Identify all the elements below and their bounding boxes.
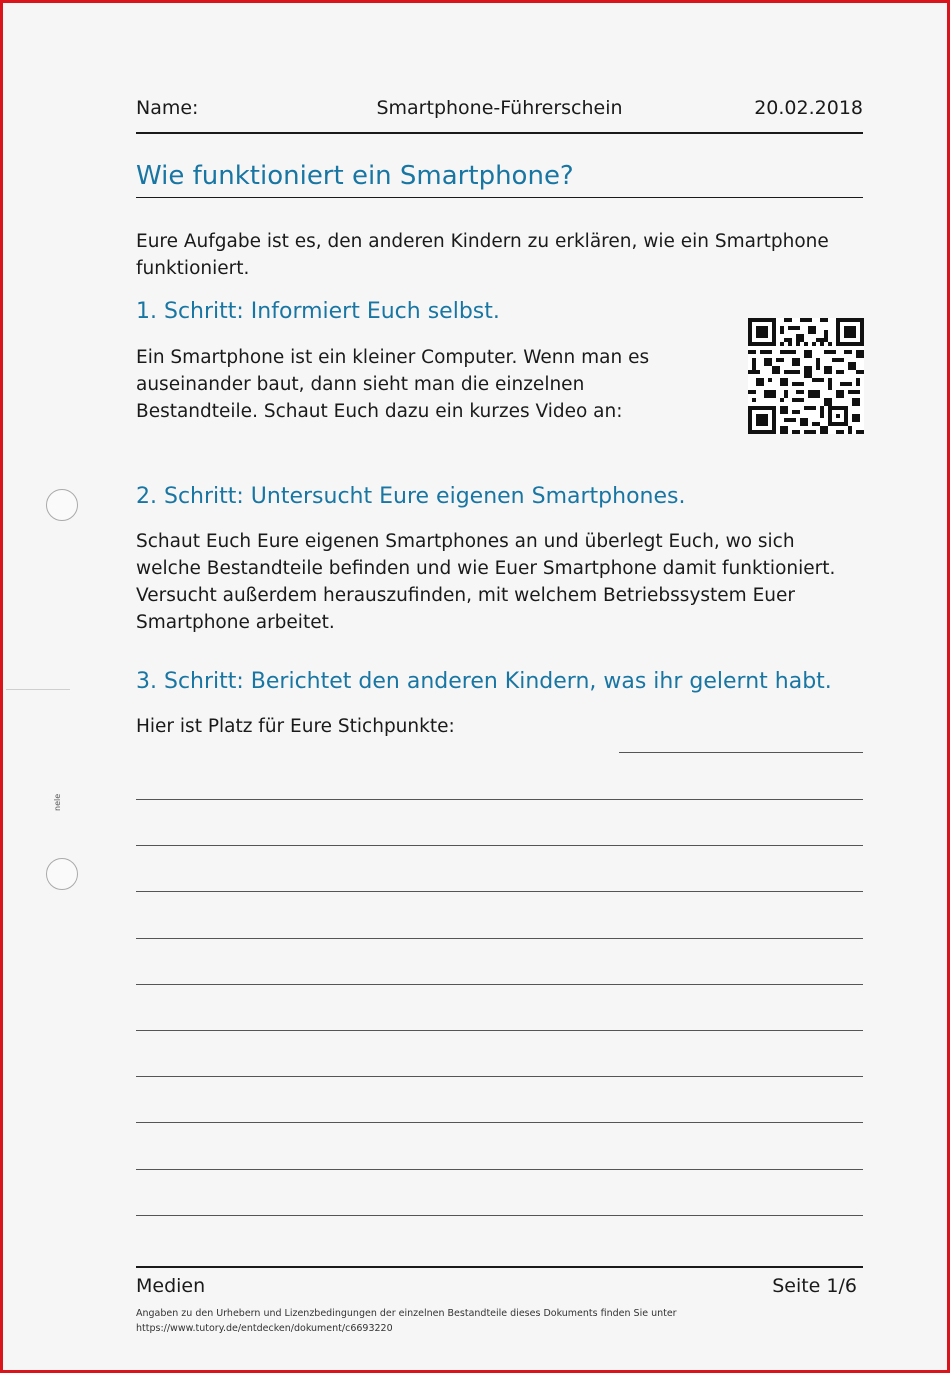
writing-line[interactable] (136, 1169, 863, 1170)
writing-line[interactable] (136, 938, 863, 939)
name-label: Name: (136, 97, 199, 119)
side-mark: nele (53, 793, 62, 811)
writing-line[interactable] (136, 891, 863, 892)
step-2-heading: 2. Schritt: Untersucht Eure eigenen Smartphones. (136, 484, 686, 509)
credits-text: Angaben zu den Urhebern und Lizenzbedingungen der einzelnen Bestandteile dieses Dokuments finden Sie unter (136, 1308, 677, 1319)
intro-text: Eure Aufgabe ist es, den anderen Kindern zu erklären, wie ein Smartphone funktioniert. (136, 231, 829, 279)
punch-hole-bottom (46, 858, 78, 890)
header-rule (136, 132, 863, 134)
page-header (136, 97, 863, 123)
writing-line[interactable] (619, 752, 863, 753)
step-3-heading: 3. Schritt: Berichtet den anderen Kindern, was ihr gelernt habt. (136, 669, 832, 694)
fold-mark (6, 689, 70, 690)
footer-credits (136, 1306, 736, 1336)
step-3-text: Hier ist Platz für Eure Stichpunkte: (136, 716, 455, 737)
step-1-heading: 1. Schritt: Informiert Euch selbst. (136, 299, 500, 324)
footer-subject: Medien (136, 1275, 206, 1297)
writing-line[interactable] (136, 984, 863, 985)
credits-link[interactable]: https://www.tutory.de/entdecken/dokument/c6693220 (136, 1323, 393, 1334)
page-title: Wie funktioniert ein Smartphone? (136, 161, 574, 191)
step-2-text: Schaut Euch Eure eigenen Smartphones an und überlegt Euch, wo sich welche Bestandteile befinden und wie Euer Smartphone damit funktioniert. Versucht außerdem herauszufinden, mit welchem Betriebssystem Euer Smartphone arbeitet. (136, 531, 836, 633)
punch-hole-top (46, 489, 78, 521)
document-date: 20.02.2018 (754, 97, 863, 119)
writing-line[interactable] (136, 1030, 863, 1031)
footer-page-number: Seite 1/6 (772, 1275, 857, 1297)
title-rule (136, 197, 863, 198)
writing-line[interactable] (136, 1122, 863, 1123)
writing-line[interactable] (136, 1215, 863, 1216)
footer-rule (136, 1266, 863, 1268)
writing-line[interactable] (136, 845, 863, 846)
step-1-text: Ein Smartphone ist ein kleiner Computer. Wenn man es auseinander baut, dann sieht man die einzelnen Bestandteile. Schaut Euch dazu ein kurzes Video an: (136, 347, 650, 422)
writing-line[interactable] (136, 1076, 863, 1077)
qr-code-icon[interactable] (748, 317, 864, 435)
document-title: Smartphone-Führerschein (376, 97, 623, 119)
writing-line[interactable] (136, 799, 863, 800)
